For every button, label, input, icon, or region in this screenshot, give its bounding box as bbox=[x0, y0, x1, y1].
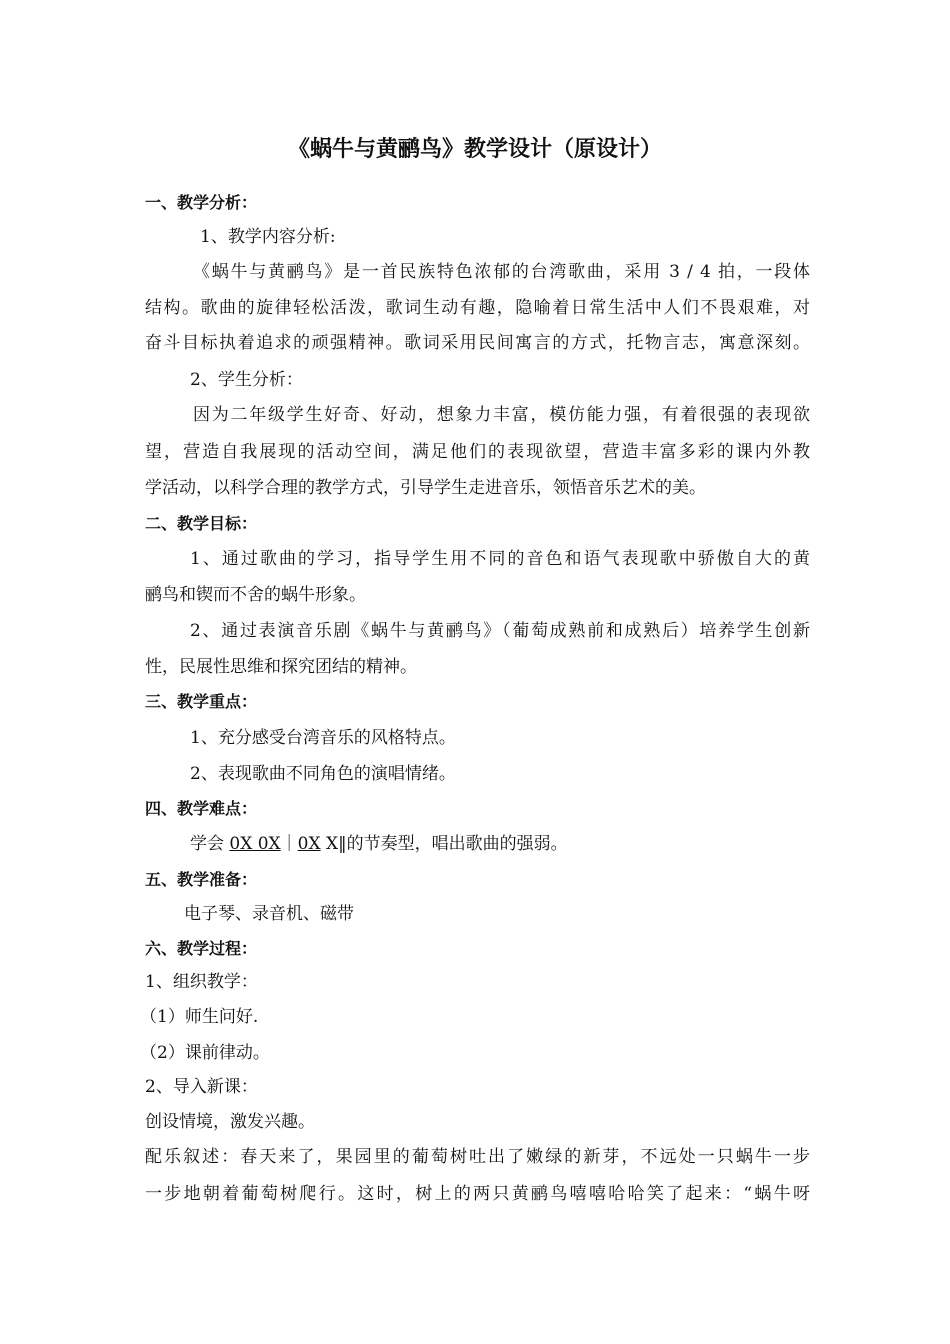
difficulty-line bbox=[190, 832, 855, 856]
key-point-line: 2、表现歌曲不同角色的演唱情绪。 bbox=[190, 764, 456, 784]
section-heading-process: 六、教学过程： bbox=[145, 939, 258, 958]
subheading-student-analysis: 2、学生分析： bbox=[190, 370, 303, 390]
bar-line: ｜ bbox=[280, 834, 298, 854]
goal-line: 性，民展性思维和探究团结的精神。 bbox=[145, 657, 417, 677]
goal-line: 鹂鸟和锲而不舍的蜗牛形象。 bbox=[145, 585, 366, 605]
process-line: （1）师生问好. bbox=[140, 1007, 259, 1027]
paragraph-line: 配乐叙述：春天来了，果园里的葡萄树吐出了嫩绿的新芽，不远处一只蜗牛一步 bbox=[145, 1147, 810, 1167]
subheading-content-analysis: 1、教学内容分析: bbox=[200, 227, 336, 247]
process-line: 2、导入新课： bbox=[145, 1077, 258, 1097]
process-line: 1、组织教学： bbox=[145, 972, 258, 992]
paragraph-line: 学活动，以科学合理的教学方式，引导学生走进音乐，领悟音乐艺术的美。 bbox=[145, 478, 706, 498]
section-heading-difficulties: 四、教学难点： bbox=[145, 799, 258, 818]
process-line: 创设情境，激发兴趣。 bbox=[145, 1112, 315, 1132]
section-heading-preparation: 五、教学准备： bbox=[145, 870, 258, 889]
goal-line: 1、通过歌曲的学习，指导学生用不同的音色和语气表现歌中骄傲自大的黄 bbox=[190, 549, 810, 569]
paragraph-line: 结构。歌曲的旋律轻松活泼，歌词生动有趣，隐喻着日常生活中人们不畏艰难，对 bbox=[145, 298, 810, 318]
paragraph-line: 望，营造自我展现的活动空间，满足他们的表现欲望，营造丰富多彩的课内外教 bbox=[145, 442, 810, 462]
section-heading-key-points: 三、教学重点： bbox=[145, 692, 258, 711]
goal-line: 2、通过表演音乐剧《蜗牛与黄鹂鸟》（葡萄成熟前和成熟后）培养学生创新 bbox=[190, 621, 810, 641]
rhythm-notation: 0X 0X bbox=[229, 834, 281, 854]
document-title: 《蜗牛与黄鹂鸟》教学设计（原设计） bbox=[287, 136, 662, 162]
difficulty-text: X‖的节奏型，唱出歌曲的强弱。 bbox=[320, 834, 568, 854]
paragraph-line: 一步地朝着葡萄树爬行。这时，树上的两只黄鹂鸟嘻嘻哈哈笑了起来：“蜗牛呀 bbox=[145, 1184, 810, 1204]
preparation-line: 电子琴、录音机、磁带 bbox=[184, 904, 354, 924]
process-line: （2）课前律动。 bbox=[140, 1043, 270, 1063]
rhythm-notation: 0X bbox=[297, 834, 321, 854]
key-point-line: 1、充分感受台湾音乐的风格特点。 bbox=[190, 728, 456, 748]
difficulty-text: 学会 bbox=[190, 834, 230, 854]
paragraph-line: 因为二年级学生好奇、好动，想象力丰富，模仿能力强，有着很强的表现欲 bbox=[193, 405, 810, 425]
paragraph-line: 奋斗目标执着追求的顽强精神。歌词采用民间寓言的方式，托物言志，寓意深刻。 bbox=[145, 333, 810, 353]
paragraph-line: 《蜗牛与黄鹂鸟》是一首民族特色浓郁的台湾歌曲，采用 3 / 4 拍，一段体 bbox=[193, 262, 810, 282]
section-heading-analysis: 一、教学分析： bbox=[145, 193, 258, 212]
section-heading-goals: 二、教学目标： bbox=[145, 514, 258, 533]
